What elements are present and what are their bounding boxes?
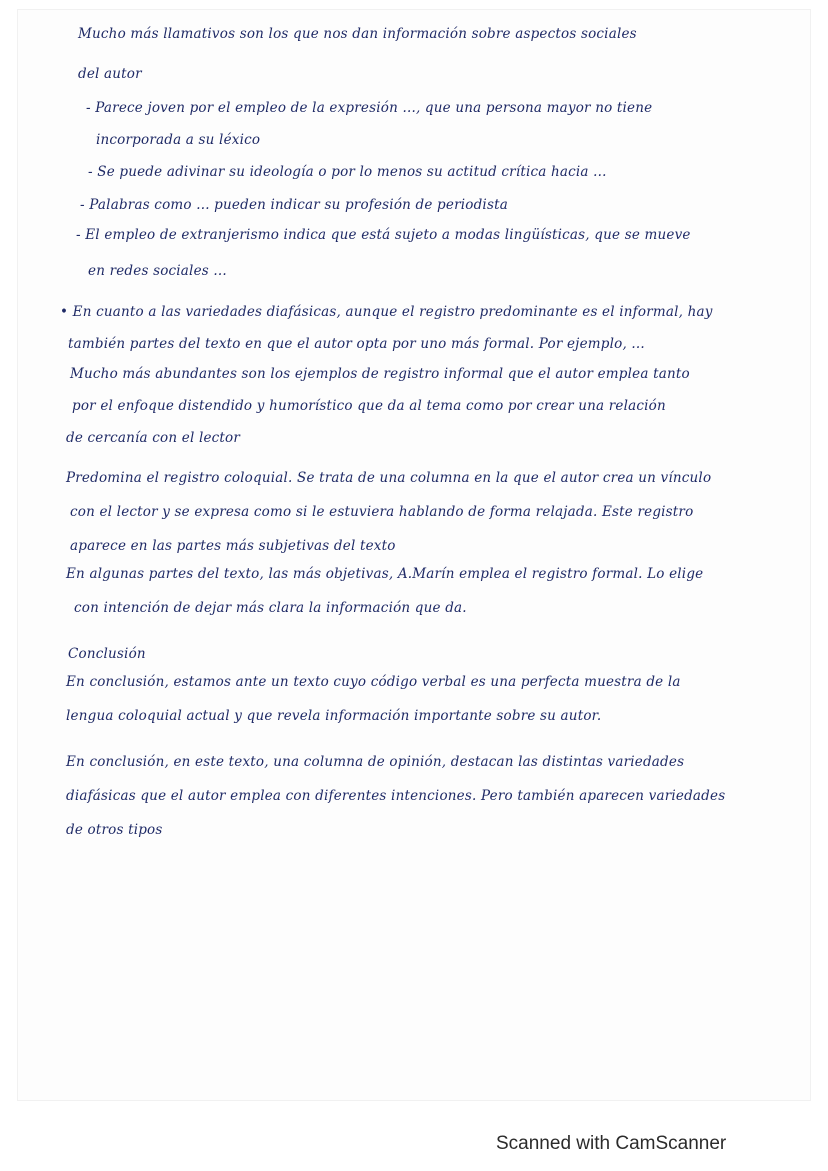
text-line: con el lector y se expresa como si le estuviera hablando de forma relajada. Este registro [70,504,694,520]
text-line: - Parece joven por el empleo de la expresión ..., que una persona mayor no tiene [86,100,653,116]
text-line: Mucho más abundantes son los ejemplos de registro informal que el autor emplea tanto [70,366,690,382]
text-line: de otros tipos [66,822,163,838]
section-heading: Conclusión [68,646,146,662]
text-line: diafásicas que el autor emplea con diferentes intenciones. Pero también aparecen variedades [66,788,726,804]
text-line: - Se puede adivinar su ideología o por lo menos su actitud crítica hacia ... [88,164,607,180]
text-line: también partes del texto en que el autor opta por uno más formal. Por ejemplo, ... [68,336,645,352]
text-line: lengua coloquial actual y que revela información importante sobre su autor. [66,708,602,724]
text-line: aparece en las partes más subjetivas del texto [70,538,396,554]
text-line: de cercanía con el lector [66,430,241,446]
scanner-watermark: Scanned with CamScanner [496,1133,727,1154]
text-line: - Palabras como ... pueden indicar su profesión de periodista [80,197,508,213]
text-line: - El empleo de extranjerismo indica que está sujeto a modas lingüísticas, que se mueve [76,227,691,243]
text-line: con intención de dejar más clara la información que da. [74,600,467,616]
text-line: En conclusión, en este texto, una columna de opinión, destacan las distintas variedades [66,754,685,770]
text-line: incorporada a su léxico [96,132,261,148]
text-line: En conclusión, estamos ante un texto cuyo código verbal es una perfecta muestra de la [66,674,681,690]
text-line: • En cuanto a las variedades diafásicas, aunque el registro predominante es el informal, hay [60,304,713,320]
text-line: Mucho más llamativos son los que nos dan información sobre aspectos sociales [78,26,637,42]
text-line: Predomina el registro coloquial. Se trata de una columna en la que el autor crea un vínculo [66,470,712,486]
text-line: por el enfoque distendido y humorístico que da al tema como por crear una relación [72,398,666,414]
text-line: del autor [78,66,142,82]
text-line: en redes sociales ... [88,263,227,279]
text-line: En algunas partes del texto, las más objetivas, A.Marín emplea el registro formal. Lo elige [66,566,704,582]
